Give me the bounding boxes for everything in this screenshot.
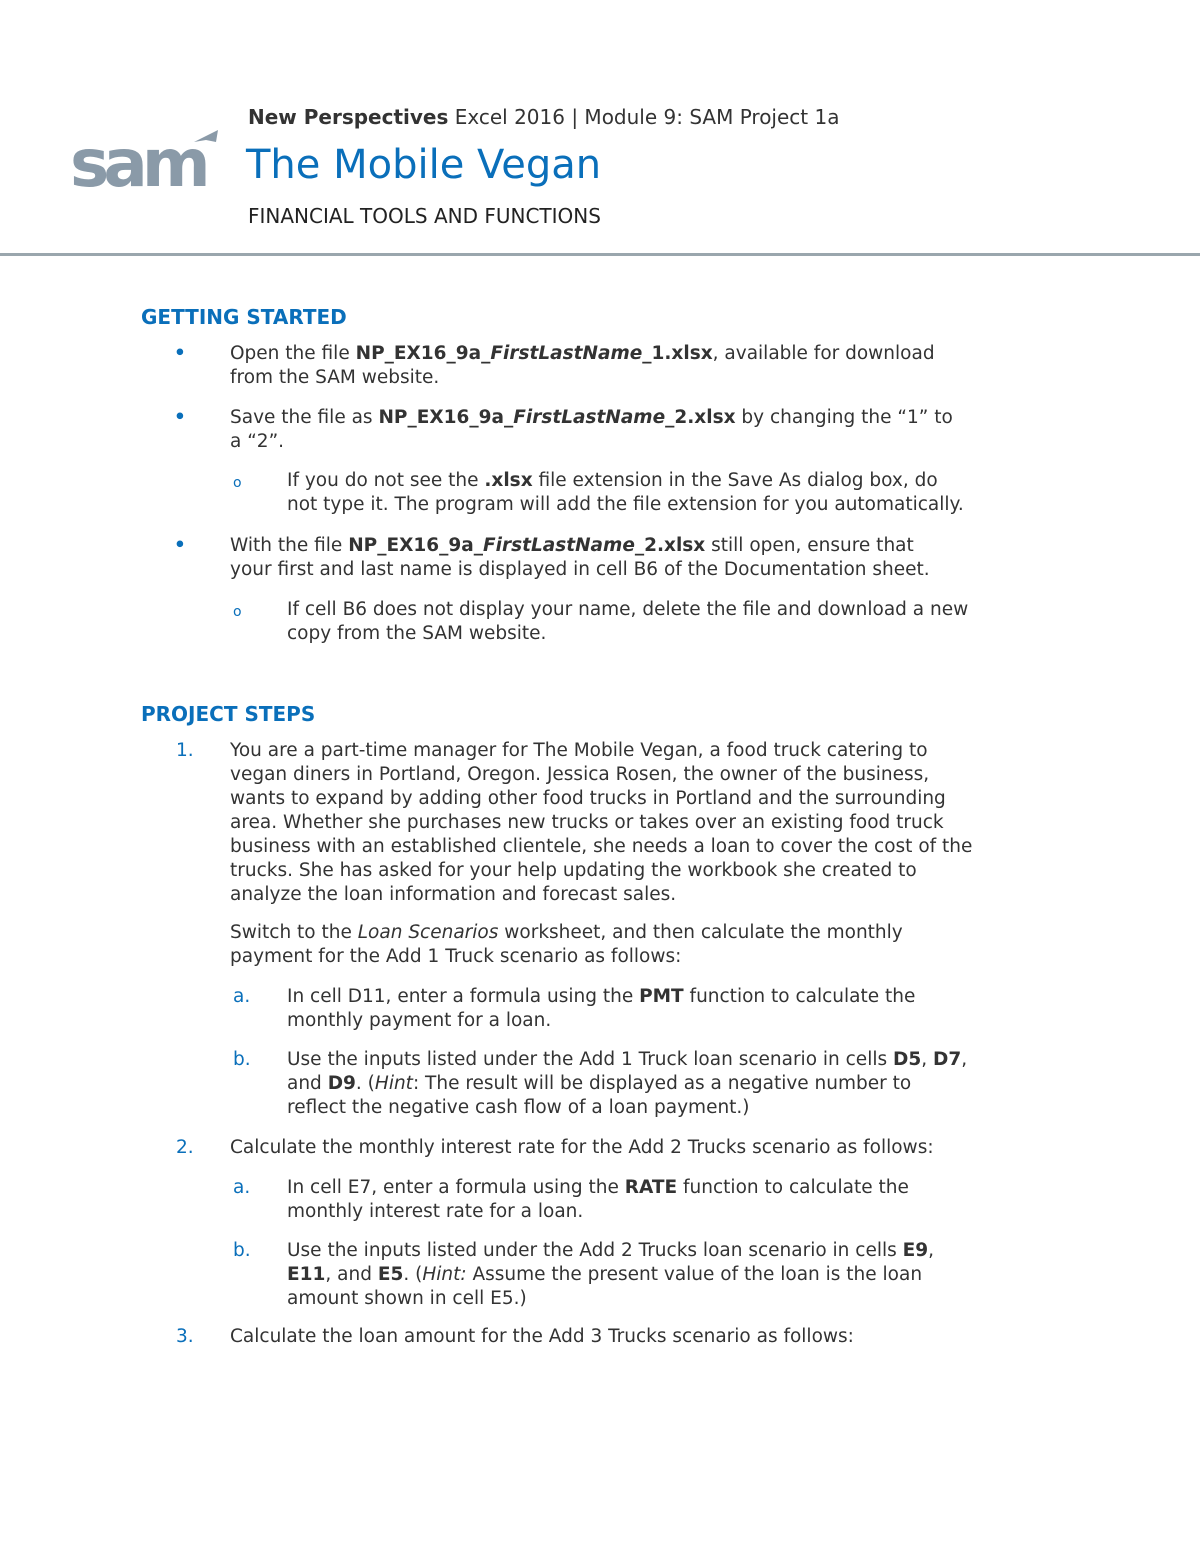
substep-item: Use the inputs listed under the Add 2 Trucks loan scenario in cells E9, E11, and E5. (Hint: Assume the present value of the loan is the loan amount shown in cell E5.): [287, 1240, 935, 1309]
header-divider: [0, 253, 1200, 256]
substep-marker: a.: [233, 1177, 251, 1198]
list-item: Open the file NP_EX16_9a_FirstLastName_1.xlsx, available for download from the SAM website.: [230, 343, 935, 388]
bullet-icon: •: [174, 535, 186, 556]
sam-logo: [70, 128, 220, 196]
document-title: The Mobile Vegan: [246, 142, 602, 188]
step-number: 1.: [176, 740, 194, 761]
circle-bullet-icon: o: [233, 475, 242, 491]
circle-bullet-icon: o: [233, 604, 242, 620]
step-3-text: Calculate the loan amount for the Add 3 Trucks scenario as follows:: [230, 1326, 854, 1347]
substep-marker: b.: [233, 1049, 251, 1070]
sam-logo-icon: [70, 128, 220, 196]
list-item: If cell B6 does not display your name, delete the file and download a new copy from the SAM website.: [287, 599, 969, 644]
project-steps-heading: PROJECT STEPS: [141, 702, 316, 726]
course-line: [248, 105, 839, 129]
substep-marker: a.: [233, 986, 251, 1007]
substep-item: In cell E7, enter a formula using the RATE function to calculate the monthly interest rate for a loan.: [287, 1177, 909, 1222]
substep-marker: b.: [233, 1240, 251, 1261]
document-subtitle: FINANCIAL TOOLS AND FUNCTIONS: [248, 204, 601, 228]
bullet-icon: •: [174, 407, 186, 428]
list-item: With the file NP_EX16_9a_FirstLastName_2.xlsx still open, ensure that your first and last name is displayed in cell B6 of the Documentation sheet.: [230, 535, 930, 580]
getting-started-heading: GETTING STARTED: [141, 305, 347, 329]
list-item: Save the file as NP_EX16_9a_FirstLastName_2.xlsx by changing the “1” to a “2”.: [230, 407, 953, 452]
course-name: Excel 2016 | Module 9: SAM Project 1a: [448, 105, 840, 129]
list-item: If you do not see the .xlsx file extension in the Save As dialog box, do not type it. The program will add the file extension for you automatically.: [287, 470, 964, 515]
step-2-text: Calculate the monthly interest rate for the Add 2 Trucks scenario as follows:: [230, 1137, 934, 1158]
step-1-instruction: Switch to the Loan Scenarios worksheet, and then calculate the monthly payment for the Add 1 Truck scenario as follows:: [230, 922, 903, 967]
brand-name: New Perspectives: [248, 105, 449, 129]
substep-item: Use the inputs listed under the Add 1 Truck loan scenario in cells D5, D7, and D9. (Hint: The result will be displayed as a negative number to reflect the negative cash flow of a loan payment.): [287, 1049, 968, 1118]
step-number: 2.: [176, 1137, 194, 1158]
logo-text: sam: [70, 128, 205, 196]
bullet-icon: •: [174, 343, 186, 364]
step-1-text: You are a part-time manager for The Mobile Vegan, a food truck catering to vegan diners in Portland, Oregon. Jessica Rosen, the owner of the business, wants to expand by adding other food trucks in Portland and the surrounding area. Whether she purchases new trucks or takes over an existing food truck business with an established clientele, she needs a loan to cover the cost of the trucks. She has asked for your help updating the workbook she created to analyze the loan information and forecast sales.: [230, 740, 973, 905]
step-number: 3.: [176, 1326, 194, 1347]
substep-item: In cell D11, enter a formula using the PMT function to calculate the monthly payment for a loan.: [287, 986, 916, 1031]
